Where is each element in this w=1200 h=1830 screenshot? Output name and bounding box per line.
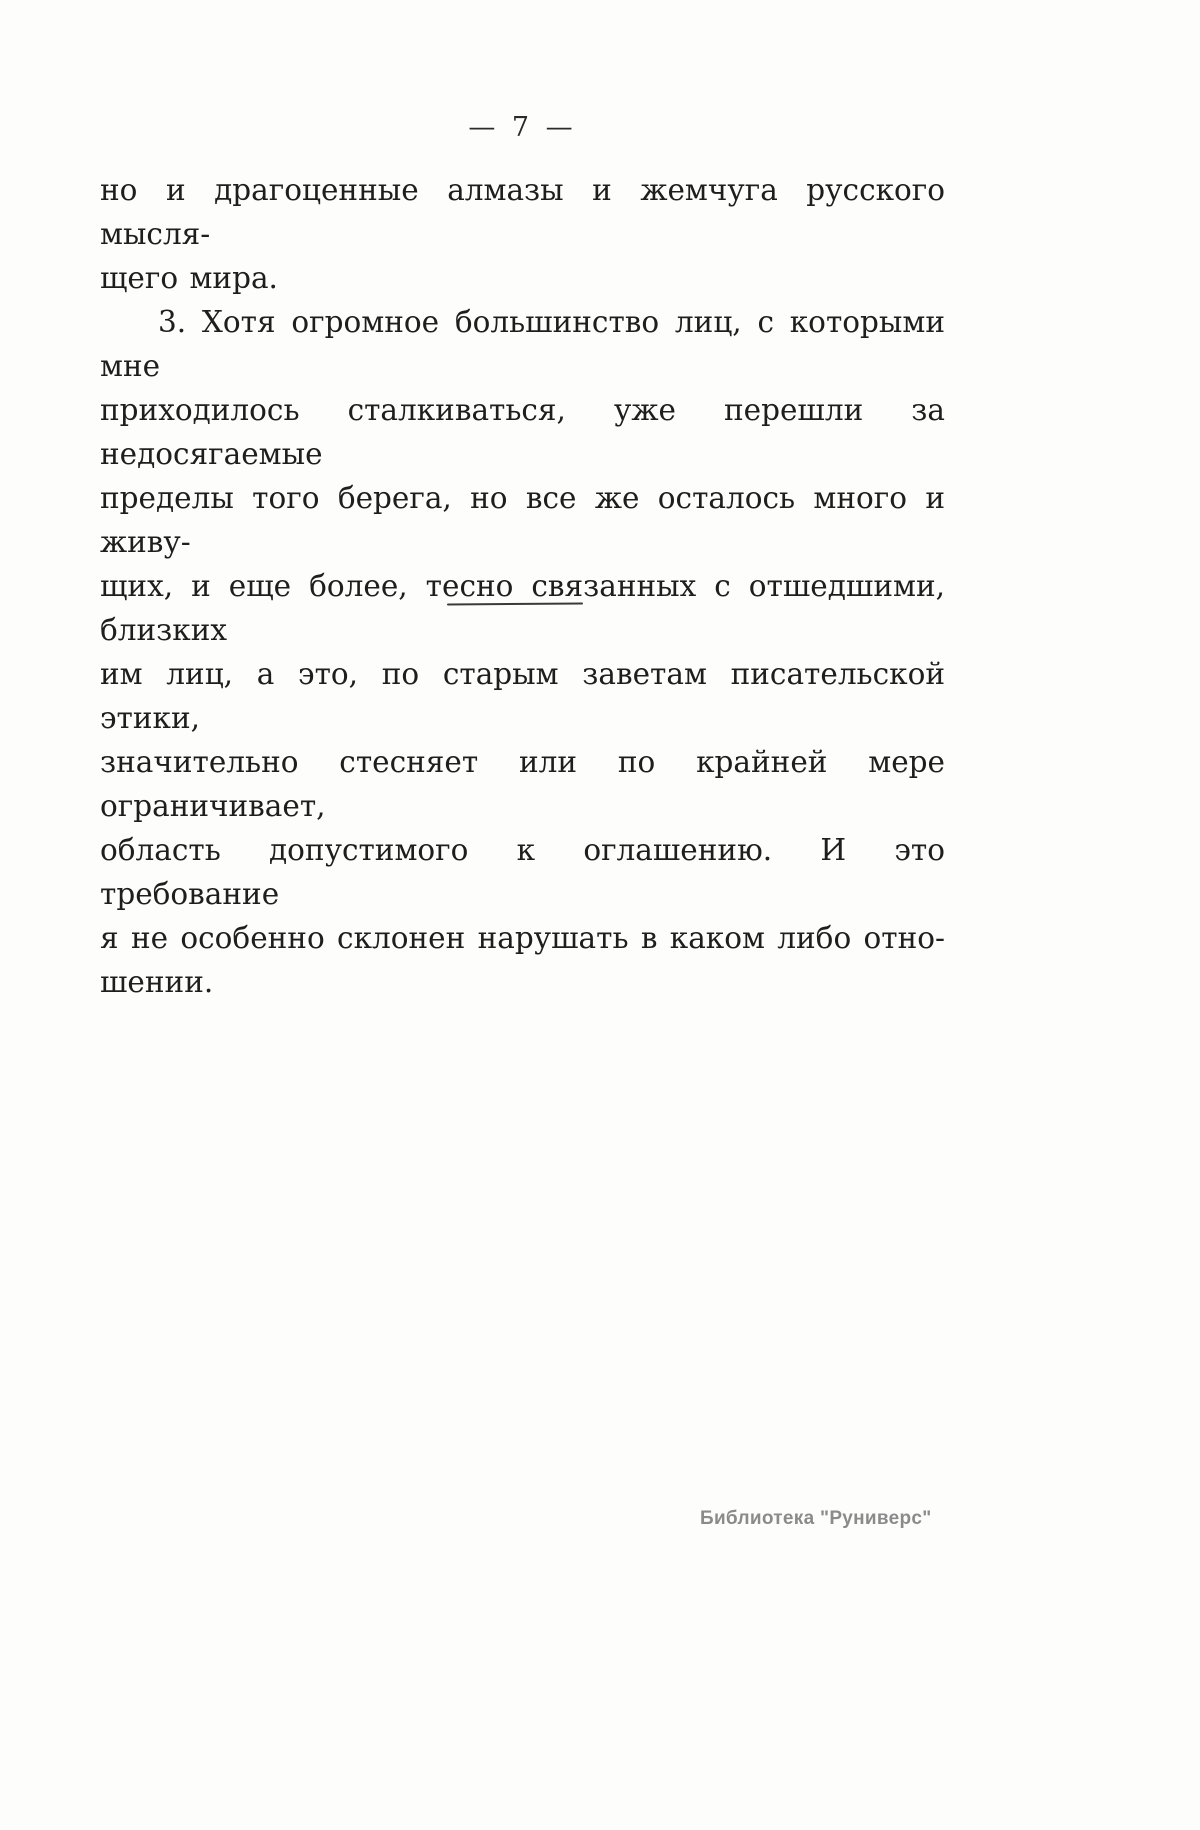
- text-line: приходилось сталкиваться, уже перешли за недосягаемые: [100, 393, 945, 471]
- text-line: 3. Хотя огромное большинство лиц, с которыми мне: [100, 305, 945, 383]
- page-number: — 7 —: [468, 112, 577, 143]
- body-text: [100, 168, 945, 1004]
- text-line: значительно стесняет или по крайней мере ограничивает,: [100, 745, 945, 823]
- text-line: шении.: [100, 965, 214, 999]
- text-line: им лиц, а это, по старым заветам писательской этики,: [100, 657, 945, 735]
- library-watermark: Библиотека "Руниверс": [700, 1508, 932, 1529]
- text-line: щего мира.: [100, 261, 278, 295]
- text-line: область допустимого к оглашению. И это требование: [100, 833, 945, 911]
- paragraph-continuation: [100, 168, 945, 300]
- paragraph-item-3: [100, 300, 945, 1004]
- text-line: я не особенно склонен нарушать в каком либо отно-: [100, 921, 945, 955]
- text-line: щих, и еще более, тесно связанных с отшедшими, близких: [100, 569, 945, 647]
- text-line: но и драгоценные алмазы и жемчуга русского мысля-: [100, 173, 945, 251]
- text-line: пределы того берега, но все же осталось много и живу-: [100, 481, 945, 559]
